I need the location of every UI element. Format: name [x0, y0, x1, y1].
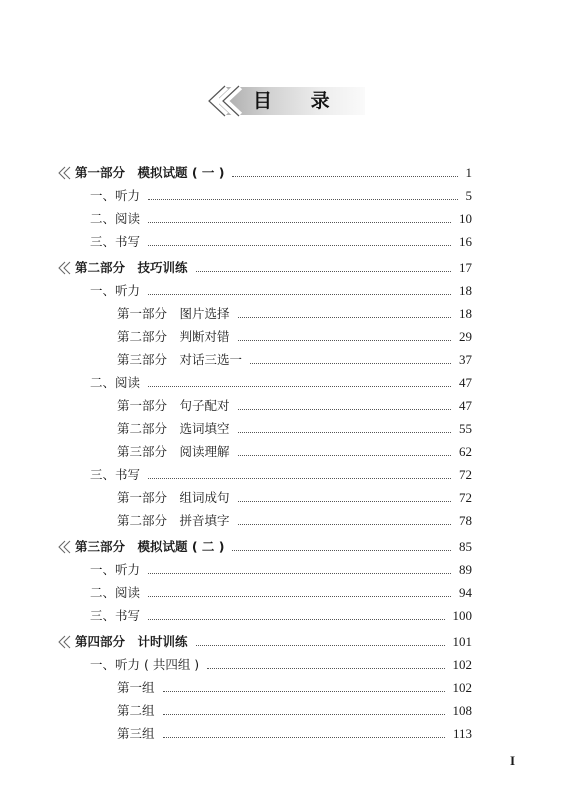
toc-entry-label: 一、听力 [90, 562, 141, 577]
toc-part-entry[interactable] [75, 539, 472, 555]
toc-entry-label: 第二部分 选词填空 [117, 421, 230, 436]
dot-leader [250, 363, 451, 364]
toc-page-number: 29 [459, 329, 472, 344]
toc-entry-label: 一、听力 [90, 283, 141, 298]
toc-entry-label: 第三组 [117, 726, 155, 741]
toc-subsection-entry[interactable] [117, 421, 472, 437]
toc-entry-label: 二、阅读 [90, 585, 141, 600]
dot-leader [238, 317, 451, 318]
toc-section-entry[interactable] [90, 211, 472, 227]
toc-page-number: 17 [459, 260, 472, 275]
toc-page-number: 108 [452, 703, 472, 718]
double-chevron-icon [58, 261, 72, 275]
toc-page-number: 102 [452, 680, 472, 695]
dot-leader [163, 714, 445, 715]
toc-entry-label: 第二组 [117, 703, 155, 718]
toc-entry-label: 第四部分 计时训练 [75, 634, 188, 649]
toc-subsection-entry[interactable] [117, 444, 472, 460]
toc-entry-label: 二、阅读 [90, 211, 141, 226]
dot-leader [148, 619, 444, 620]
toc-section-entry[interactable] [90, 657, 472, 673]
dot-leader [238, 432, 451, 433]
toc-entry-label: 第一部分 模拟试题 ( 一 ) [75, 165, 225, 180]
toc-page-number: 16 [459, 234, 472, 249]
toc-section-entry[interactable] [90, 562, 472, 578]
toc-page-number: 18 [459, 306, 472, 321]
toc-page-number: 94 [459, 585, 472, 600]
toc-entry-label: 一、听力 ( 共四组 ) [90, 657, 200, 672]
toc-page-number: 89 [459, 562, 472, 577]
dot-leader [238, 524, 451, 525]
toc-page-number: 18 [459, 283, 472, 298]
toc-entry-label: 第三部分 对话三选一 [117, 352, 243, 367]
toc-subsection-entry[interactable] [117, 726, 472, 742]
toc-page-number: 62 [459, 444, 472, 459]
dot-leader [148, 245, 451, 246]
toc-subsection-entry[interactable] [117, 329, 472, 345]
toc-subsection-entry[interactable] [117, 513, 472, 529]
double-chevron-icon [58, 540, 72, 554]
dot-leader [148, 596, 451, 597]
toc-page-number: 85 [459, 539, 472, 554]
toc-subsection-entry[interactable] [117, 352, 472, 368]
dot-leader [232, 550, 451, 551]
toc-entry-label: 第一部分 句子配对 [117, 398, 230, 413]
toc-entry-label: 二、阅读 [90, 375, 141, 390]
toc-page-number: 113 [452, 726, 472, 741]
toc-page-number: 55 [459, 421, 472, 436]
toc-page-number: 72 [459, 490, 472, 505]
toc-entry-label: 第二部分 判断对错 [117, 329, 230, 344]
toc-page-number: 5 [465, 188, 472, 203]
dot-leader [238, 340, 451, 341]
toc-section-entry[interactable] [90, 608, 472, 624]
dot-leader [148, 478, 451, 479]
dot-leader [148, 386, 451, 387]
dot-leader [148, 222, 451, 223]
toc-page-number: 102 [452, 657, 472, 672]
page-folio: I [509, 753, 515, 768]
toc-entry-label: 第一组 [117, 680, 155, 695]
toc-section-entry[interactable] [90, 585, 472, 601]
dot-leader [196, 645, 445, 646]
toc-section-entry[interactable] [90, 283, 472, 299]
page-title: 目 录 [253, 90, 346, 112]
dot-leader [238, 409, 451, 410]
dot-leader [148, 294, 451, 295]
toc-part-entry[interactable] [75, 260, 472, 276]
toc-page-number: 10 [459, 211, 472, 226]
toc-page-number: 100 [452, 608, 472, 623]
double-chevron-icon [58, 635, 72, 649]
dot-leader [163, 737, 445, 738]
dot-leader [163, 691, 445, 692]
toc-entry-label: 第三部分 阅读理解 [117, 444, 230, 459]
dot-leader [148, 199, 457, 200]
toc-part-entry[interactable] [75, 165, 472, 181]
toc-entry-label: 第一部分 图片选择 [117, 306, 230, 321]
toc-title-banner [205, 84, 365, 118]
dot-leader [207, 668, 444, 669]
toc-page-number: 47 [459, 398, 472, 413]
toc-subsection-entry[interactable] [117, 306, 472, 322]
double-chevron-icon [205, 84, 251, 118]
toc-entry-label: 第三部分 模拟试题 ( 二 ) [75, 539, 225, 554]
toc-page-number: 78 [459, 513, 472, 528]
toc-subsection-entry[interactable] [117, 490, 472, 506]
toc-entry-label: 三、书写 [90, 234, 141, 249]
toc-entry-label: 三、书写 [90, 608, 141, 623]
dot-leader [238, 501, 451, 502]
dot-leader [232, 176, 457, 177]
toc-page-number: 1 [465, 165, 472, 180]
double-chevron-icon [58, 166, 72, 180]
toc-section-entry[interactable] [90, 234, 472, 250]
toc-page-number: 47 [459, 375, 472, 390]
toc-page-number: 37 [459, 352, 472, 367]
toc-entry-label: 三、书写 [90, 467, 141, 482]
toc-subsection-entry[interactable] [117, 680, 472, 696]
toc-entry-label: 第一部分 组词成句 [117, 490, 230, 505]
toc-page-number: 101 [452, 634, 472, 649]
toc-entry-label: 一、听力 [90, 188, 141, 203]
toc-part-entry[interactable] [75, 634, 472, 650]
toc-subsection-entry[interactable] [117, 398, 472, 414]
dot-leader [196, 271, 451, 272]
toc-subsection-entry[interactable] [117, 703, 472, 719]
dot-leader [148, 573, 451, 574]
toc-entry-label: 第二部分 技巧训练 [75, 260, 188, 275]
toc-entry-label: 第二部分 拼音填字 [117, 513, 230, 528]
toc-page-number: 72 [459, 467, 472, 482]
toc-section-entry[interactable] [90, 467, 472, 483]
toc-section-entry[interactable] [90, 188, 472, 204]
dot-leader [238, 455, 451, 456]
toc-section-entry[interactable] [90, 375, 472, 391]
